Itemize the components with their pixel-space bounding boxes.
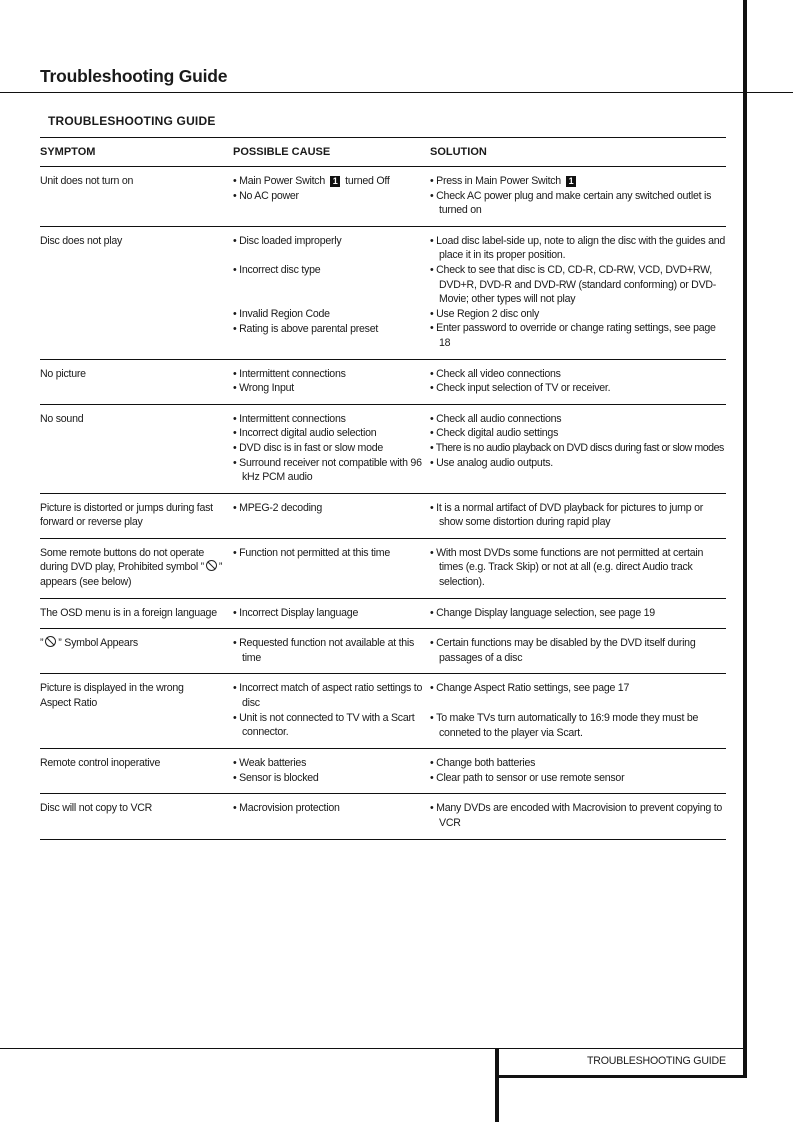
cause-cell xyxy=(233,598,430,629)
cause-cell xyxy=(233,493,430,538)
key-1-icon: 1 xyxy=(566,176,577,187)
cause-item: • Requested function not available at this time xyxy=(233,636,430,665)
cause-cell xyxy=(233,167,430,227)
cause-item: • Main Power Switch 1 turned Off xyxy=(233,174,430,189)
solution-item: • Enter password to override or change rating settings, see page 18 xyxy=(430,321,726,350)
troubleshooting-table xyxy=(40,137,726,840)
table-row xyxy=(40,538,726,598)
cause-item: • Invalid Region Code xyxy=(233,307,430,322)
solution-cell xyxy=(430,493,726,538)
prohibited-symbol-icon xyxy=(206,560,217,571)
right-margin-bar xyxy=(743,0,747,1076)
solution-item: • Check digital audio settings xyxy=(430,426,726,441)
cause-item: • Function not permitted at this time xyxy=(233,546,430,561)
symptom-cell: Disc does not play xyxy=(40,226,233,359)
header-symptom: SYMPTOM xyxy=(40,138,233,167)
footer-horizontal-bar xyxy=(495,1075,747,1078)
footer-vertical-bar xyxy=(495,1048,499,1122)
solution-item: • Check input selection of TV or receiver. xyxy=(430,381,726,396)
symptom-cell: Unit does not turn on xyxy=(40,167,233,227)
solution-cell xyxy=(430,629,726,674)
table-row xyxy=(40,404,726,493)
footer-rule xyxy=(0,1048,745,1049)
cause-cell xyxy=(233,629,430,674)
cause-item: • Surround receiver not compatible with 96 kHz PCM audio xyxy=(233,456,430,485)
key-1-icon: 1 xyxy=(330,176,341,187)
cause-item: • Intermittent connections xyxy=(233,412,430,427)
solution-item: • Check all video connections xyxy=(430,367,726,382)
cause-item: • Macrovision protection xyxy=(233,801,430,816)
solution-item: • Change both batteries xyxy=(430,756,726,771)
symptom-cell: ” ” Symbol Appears xyxy=(40,629,233,674)
cause-item: • Weak batteries xyxy=(233,756,430,771)
prohibited-symbol-icon xyxy=(45,636,56,647)
table-row xyxy=(40,167,726,227)
solution-cell xyxy=(430,794,726,839)
solution-cell xyxy=(430,359,726,404)
symptom-cell: No picture xyxy=(40,359,233,404)
table-row xyxy=(40,794,726,839)
solution-item: • Change Aspect Ratio settings, see page 17 xyxy=(430,681,726,696)
solution-cell xyxy=(430,167,726,227)
symptom-cell: Picture is distorted or jumps during fast forward or reverse play xyxy=(40,493,233,538)
cause-item: • Wrong Input xyxy=(233,381,430,396)
symptom-cell: Disc will not copy to VCR xyxy=(40,794,233,839)
solution-item: • To make TVs turn automatically to 16:9 mode they must be conneted to the player via Scart. xyxy=(430,711,726,740)
solution-cell xyxy=(430,538,726,598)
table-row xyxy=(40,359,726,404)
solution-item: • Use Region 2 disc only xyxy=(430,307,726,322)
header-possible-cause: POSSIBLE CAUSE xyxy=(233,138,430,167)
table-row xyxy=(40,674,726,749)
cause-item: • Sensor is blocked xyxy=(233,771,430,786)
solution-cell xyxy=(430,226,726,359)
cause-cell xyxy=(233,404,430,493)
cause-item: • Unit is not connected to TV with a Scart connector. xyxy=(233,711,430,740)
header-rule xyxy=(0,92,793,93)
symptom-cell: Remote control inoperative xyxy=(40,749,233,794)
cause-item: • MPEG-2 decoding xyxy=(233,501,430,516)
solution-item: • Use analog audio outputs. xyxy=(430,456,726,471)
cause-cell xyxy=(233,538,430,598)
solution-item: • Change Display language selection, see page 19 xyxy=(430,606,726,621)
solution-item: • Check all audio connections xyxy=(430,412,726,427)
cause-item: • Rating is above parental preset xyxy=(233,322,430,337)
solution-cell xyxy=(430,674,726,749)
table-row xyxy=(40,493,726,538)
cause-cell xyxy=(233,749,430,794)
symptom-cell: Picture is displayed in the wrong Aspect Ratio xyxy=(40,674,233,749)
header-solution: SOLUTION xyxy=(430,138,726,167)
cause-item: • DVD disc is in fast or slow mode xyxy=(233,441,430,456)
solution-item: • There is no audio playback on DVD discs during fast or slow modes xyxy=(430,441,726,456)
solution-item: • It is a normal artifact of DVD playback for pictures to jump or show some distortion during rapid play xyxy=(430,501,726,530)
solution-item: • Check AC power plug and make certain any switched outlet is turned on xyxy=(430,189,726,218)
symptom-cell: No sound xyxy=(40,404,233,493)
solution-item: • Many DVDs are encoded with Macrovision to prevent copying to VCR xyxy=(430,801,726,830)
solution-cell xyxy=(430,749,726,794)
cause-cell xyxy=(233,226,430,359)
symptom-cell: Some remote buttons do not operate during DVD play, Prohibited symbol ” ” appears (see below) xyxy=(40,538,233,598)
solution-item: • Load disc label-side up, note to align the disc with the guides and place it in its proper position. xyxy=(430,234,726,263)
cause-item: • No AC power xyxy=(233,189,430,204)
table-row xyxy=(40,749,726,794)
section-title: TROUBLESHOOTING GUIDE xyxy=(48,114,216,128)
table-row xyxy=(40,629,726,674)
table-row xyxy=(40,226,726,359)
solution-item: • Certain functions may be disabled by the DVD itself during passages of a disc xyxy=(430,636,726,665)
cause-cell xyxy=(233,674,430,749)
cause-item: • Incorrect match of aspect ratio settings to disc xyxy=(233,681,430,710)
solution-item: • Press in Main Power Switch 1 xyxy=(430,174,726,189)
cause-item: • Incorrect disc type xyxy=(233,263,430,278)
cause-item: • Incorrect digital audio selection xyxy=(233,426,430,441)
solution-item: • Check to see that disc is CD, CD-R, CD-RW, VCD, DVD+RW, DVD+R, DVD-R and DVD-RW (standard conforming) or DVD-Movie; other types will not play xyxy=(430,263,726,307)
cause-cell xyxy=(233,794,430,839)
table-row xyxy=(40,598,726,629)
cause-item: • Incorrect Display language xyxy=(233,606,430,621)
cause-item: • Disc loaded improperly xyxy=(233,234,430,249)
symptom-cell: The OSD menu is in a foreign language xyxy=(40,598,233,629)
cause-item: • Intermittent connections xyxy=(233,367,430,382)
solution-cell xyxy=(430,404,726,493)
footer-label: TROUBLESHOOTING GUIDE xyxy=(587,1055,726,1067)
solution-cell xyxy=(430,598,726,629)
page-title: Troubleshooting Guide xyxy=(40,66,228,86)
solution-item: • With most DVDs some functions are not permitted at certain times (e.g. Track Skip) or not at all (e.g. direct Audio track selection). xyxy=(430,546,726,590)
solution-item: • Clear path to sensor or use remote sensor xyxy=(430,771,726,786)
table-header-row xyxy=(40,138,726,167)
cause-cell xyxy=(233,359,430,404)
